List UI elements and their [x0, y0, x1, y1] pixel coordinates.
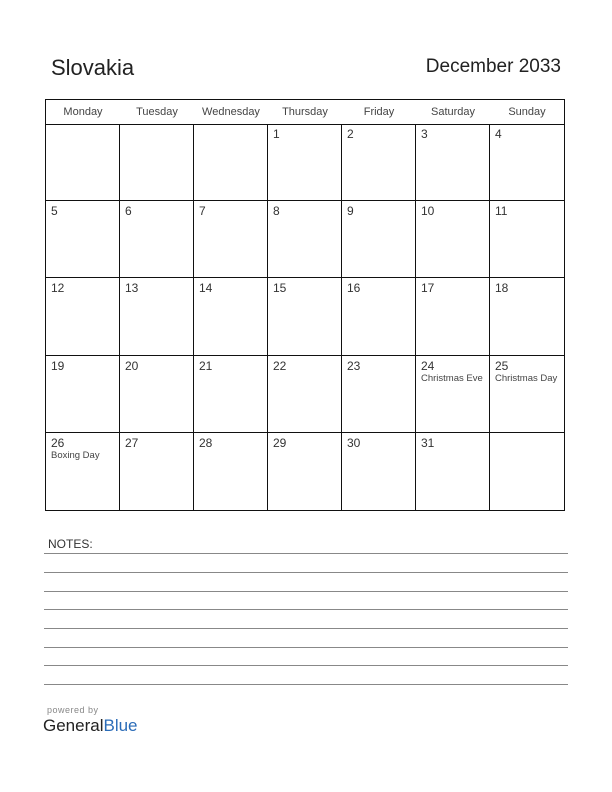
day-cell	[46, 356, 120, 433]
day-cell	[416, 201, 490, 278]
day-cell	[416, 124, 490, 201]
weekday-sunday: Sunday	[508, 106, 546, 118]
day-number: 24	[421, 358, 435, 373]
day-cell	[490, 201, 564, 278]
day-cell	[194, 201, 268, 278]
day-cell	[342, 278, 416, 355]
day-number: 27	[125, 435, 139, 450]
day-cell	[194, 278, 268, 355]
day-number: 23	[347, 358, 361, 373]
note-line	[44, 591, 568, 592]
day-cell	[120, 201, 194, 278]
weekday-monday: Monday	[63, 106, 103, 118]
day-cells	[46, 124, 564, 510]
day-number: 8	[273, 204, 280, 219]
generalblue-logo	[43, 716, 138, 736]
powered-by-text: powered by	[47, 705, 99, 715]
day-number: 22	[273, 358, 287, 373]
day-cell	[194, 433, 268, 510]
day-number: 7	[199, 204, 206, 219]
day-cell	[342, 201, 416, 278]
day-number: 17	[421, 281, 435, 296]
day-cell	[342, 433, 416, 510]
day-number: 13	[125, 281, 139, 296]
day-cell	[342, 124, 416, 201]
day-cell	[120, 124, 194, 201]
day-cell	[120, 278, 194, 355]
day-number: 29	[273, 435, 287, 450]
day-number: 3	[421, 127, 428, 141]
day-cell	[416, 278, 490, 355]
day-number: 6	[125, 204, 132, 219]
day-cell	[46, 278, 120, 355]
day-cell	[268, 201, 342, 278]
note-line	[44, 609, 568, 610]
day-number: 12	[51, 281, 65, 296]
note-line	[44, 647, 568, 648]
note-line	[44, 572, 568, 573]
day-cell	[490, 356, 564, 433]
day-number: 30	[347, 435, 361, 450]
day-number: 14	[199, 281, 213, 296]
calendar-grid	[45, 99, 565, 511]
day-number: 11	[495, 204, 508, 219]
day-cell	[490, 124, 564, 201]
day-number: 16	[347, 281, 361, 296]
day-number: 19	[51, 358, 65, 373]
day-number: 4	[495, 127, 502, 141]
day-cell	[120, 433, 194, 510]
note-line	[44, 684, 568, 685]
day-number: 2	[347, 127, 354, 141]
brand-general: General	[43, 716, 104, 735]
day-number: 26	[51, 435, 65, 450]
weekday-wednesday: Wednesday	[202, 106, 260, 118]
note-line	[44, 553, 568, 554]
day-cell	[268, 356, 342, 433]
day-cell	[268, 124, 342, 201]
day-cell	[46, 433, 120, 510]
day-cell	[268, 278, 342, 355]
day-cell	[416, 433, 490, 510]
day-number: 20	[125, 358, 139, 373]
country-title: Slovakia	[51, 55, 135, 80]
day-cell	[268, 433, 342, 510]
month-year-title: December 2033	[425, 56, 561, 77]
weekday-thursday: Thursday	[282, 106, 328, 118]
day-cell	[194, 356, 268, 433]
day-number: 10	[421, 204, 435, 219]
weekday-tuesday: Tuesday	[136, 106, 178, 118]
day-cell	[416, 356, 490, 433]
day-cell	[194, 124, 268, 201]
day-cell	[46, 201, 120, 278]
day-cell	[120, 356, 194, 433]
day-number: 5	[51, 204, 58, 219]
day-cell	[490, 433, 564, 510]
holiday-label: Christmas Day	[495, 372, 558, 384]
weekday-friday: Friday	[363, 106, 395, 118]
day-cell	[490, 278, 564, 355]
note-line	[44, 665, 568, 666]
day-number: 18	[495, 281, 509, 296]
weekday-saturday: Saturday	[430, 106, 476, 118]
day-number: 25	[495, 358, 509, 373]
holiday-label: Christmas Eve	[421, 372, 483, 384]
note-line	[44, 628, 568, 629]
holiday-label: Boxing Day	[51, 449, 100, 461]
day-number: 21	[199, 358, 213, 373]
day-number: 15	[273, 281, 287, 296]
brand-blue: Blue	[103, 716, 138, 735]
day-cell	[46, 124, 120, 201]
day-number: 9	[347, 204, 354, 219]
notes-label: NOTES:	[48, 537, 93, 551]
day-number: 31	[421, 435, 435, 450]
day-number: 28	[199, 435, 213, 450]
day-number: 1	[273, 127, 280, 141]
weekday-header-row	[46, 100, 564, 125]
day-cell	[342, 356, 416, 433]
